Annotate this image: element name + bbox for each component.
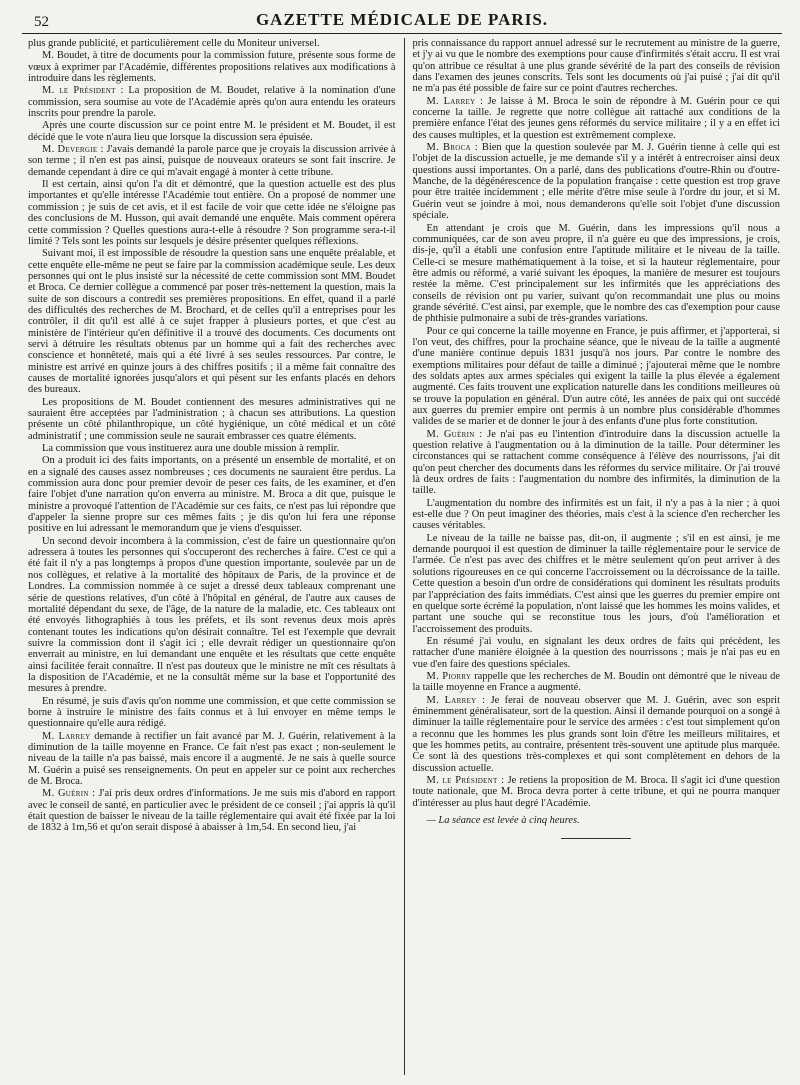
- paragraph: [413, 695, 781, 774]
- speaker-name: M. Guérin :: [42, 788, 96, 800]
- paragraph-text: pris connaissance du rapport annuel adressé sur le recrutement au ministre de la guerre, et j'y ai vu que le nombre des exemptions pour cause d'infirmités s'était accru. Il est vrai qu'on attribue ce résultat à une plus grande sévérité de la part des conseils de révision dans l'examen des jeunes conscrits. Tels sont les documents où j'ai puisé ; j'ai dit qu'il ne m'a pas été possible de faire sur ce point d'autres recherches.: [412, 38, 780, 95]
- paragraph-text: Bien que la question soulevée par M. J. Guérin tienne à celle qui est l'objet de la discussion actuelle, je me demande s'il y a intérêt à entrecroiser ainsi deux questions aussi importantes. On a parlé, dans des publications d'outre-Rhin ou d'outre-Manche, de la dégénérescence de la population française : cette question est trop grave pour être traitée incidemment ; elle mérite d'être mise seule à l'ordre du jour, et si M. Guérin veut se joindre à moi, nous demanderons qu'elle soit l'objet d'une discussion spéciale.: [412, 142, 781, 222]
- paragraph: [28, 536, 396, 695]
- left-column: [22, 38, 405, 1075]
- paragraph: [413, 142, 781, 221]
- page-number: 52: [34, 14, 49, 30]
- paragraph-text: Un second devoir incombera à la commission, c'est de faire un questionnaire qu'on adressera à toutes les personnes qui s'occuperont des recherches à faire. C'est ce qui a été fait il n'y a pas longtemps à propos d'une question importante, soulevée par un de nos collègues, et relative à la mortalité des hôpitaux de Paris, de la province et de Londres. La commission nommée à ce sujet a dressé deux tableaux comprenant une série de questions relatives, d'un côté à l'hôpital en général, de l'autre aux causes de mortalité dépendant du sexe, de l'âge, de la nature de la maladie, etc. Ces tableaux ont été envoyés lithographiés à tous les préfets, et ils sont revenus deux mois après contenant toutes les indications qu'on désirait connaître. Tel est l'exemple que devrait suivre la commission dont il s'agit ici ; elle devrait rédiger un questionnaire qu'on enverrait au ministre, en lui demandant une enquête et les résultats que cette enquête ainsi facilitée ferait connaître. Il n'est pas douteux que le ministre ne mît ces résultats à la disposition de l'Académie, et ne la consultât même sur la base et l'opportunité des mesures à prendre.: [28, 535, 396, 695]
- paragraph: [28, 85, 396, 119]
- paragraph-text: L'augmentation du nombre des infirmités est un fait, il n'y a pas à la nier ; à quoi est-elle due ? On peut imaginer des théories, mais c'est à la science d'en rechercher les causes véritables.: [412, 497, 780, 532]
- paragraph: [413, 671, 781, 694]
- speaker-name: M. Broca :: [426, 142, 479, 154]
- paragraph: [413, 96, 781, 141]
- paragraph: [413, 533, 781, 635]
- paragraph-text: Je laisse à M. Broca le soin de répondre à M. Guérin pour ce qui concerne la taille. Je regrette que notre collègue ait rattaché aux conditions de la première enfance l'état des jeunes gens réformés du service militaire ; il y a en effet ici des causes multiples, et la question est extrêmement complexe.: [412, 95, 780, 141]
- paragraph: [413, 223, 781, 325]
- paragraph: [28, 696, 396, 730]
- paragraph-text: M. Boudet, à titre de documents pour la commission future, présente sous forme de vœux à exprimer par l'Académie, différentes propositions relatives aux modifications à introduire dans les règlements.: [28, 50, 396, 85]
- speaker-name: M. Larrey :: [426, 95, 484, 107]
- paragraph: [28, 731, 396, 788]
- paragraph-text: demande à rectifier un fait avancé par M. J. Guérin, relativement à la diminution de la taille moyenne en France. Ce fait n'est pas exact ; non-seulement le niveau de la taille n'a pas baissé, mais encore il a augmenté. Je ne sais à quelle source M. Guérin a puisé ses renseignements. On peut en appeler sur ce point aux recherches de M. Broca.: [28, 730, 396, 787]
- paragraph-text: plus grande publicité, et particulièrement celle du Moniteur universel.: [28, 38, 320, 49]
- header-rule: [22, 33, 782, 34]
- speaker-name: M. Piorry: [426, 670, 472, 682]
- right-paragraphs: [413, 38, 781, 809]
- speaker-name: M. le Président :: [42, 85, 124, 97]
- paragraph: [28, 50, 396, 84]
- session-closing: — La séance est levée à cinq heures.: [426, 815, 580, 827]
- paragraph-text: La commission que vous instituerez aura une double mission à remplir.: [42, 443, 340, 455]
- paragraph-text: Pour ce qui concerne la taille moyenne en France, je puis affirmer, et j'apporterai, si l'on veut, des chiffres, pour la prochaine séance, que le niveau de la taille a augmenté d'une manière continue depuis 1831 jusqu'à nos jours. Par contre le nombre des exemptions militaires pour défaut de taille a diminué ; j'ajouterai même que le nombre des soldats aptes aux armes spéciales qui exigent la taille la plus élevée a également augmenté. Ces faits trouvent une explication naturelle dans les conditions meilleures où se trouve la population en général. D'un autre côté, les années de paix qui ont succédé aux guerres du premier empire ont permis à un nombre plus considérable d'hommes valides de se marier et de donner le jour à des enfants d'une plus forte constitution.: [412, 325, 780, 428]
- paragraph: [28, 179, 396, 247]
- paragraph-text: Après une courte discussion sur ce point entre M. le président et M. Boudet, il est décidé que le vote n'aura lieu que lorsque la discussion sera épuisée.: [28, 120, 396, 143]
- paragraph: [413, 326, 781, 428]
- page-header: [22, 8, 782, 32]
- paragraph: [413, 636, 781, 670]
- paragraph-text: rappelle que les recherches de M. Boudin ont démontré que le niveau de la taille moyenne en France a augmenté.: [412, 670, 780, 694]
- paragraph-text: Je n'ai pas eu l'intention d'introduire dans la discussion actuelle la question relative à l'augmentation ou à la diminution de la taille. Pour déterminer les circonstances qui se rattachent comme conséquence à l'élève des nourrissons, j'ai dit qu'on peut chercher des documents dans les réformes du service militaire. Or j'ai trouvé là deux ordres de faits : l'augmentation du nombre des infirmités, la diminution de la taille.: [412, 428, 780, 497]
- speaker-name: M. Guérin :: [426, 428, 483, 440]
- paragraph: [28, 788, 396, 833]
- paragraph: [28, 248, 396, 395]
- paragraph-text: Il est certain, ainsi qu'on l'a dit et démontré, que la question actuelle est des plus importantes et qu'elle intéresse l'Académie tout entière. On a proposé de nommer une commission ; je suis de cet avis, et il est facile de voir que cette idée ne s'éloigne pas des conclusions de M. Husson, qui avait demandé une enquête. Mais comment opérera cette commission ? Quelles questions aura-t-elle à résoudre ? Son programme sera-t-il limité ? Tels sont les points sur lesquels je désire présenter quelques réflexions.: [28, 179, 396, 247]
- end-rule: [561, 838, 631, 839]
- paragraph: [28, 144, 396, 178]
- paragraph: [413, 775, 781, 809]
- journal-title: GAZETTE MÉDICALE DE PARIS.: [255, 10, 549, 29]
- article-body: [22, 38, 782, 1075]
- paragraph-text: La proposition de M. Boudet, relative à la nomination d'une commission, sera soumise au vote de l'Académie après qu'on aura entendu les orateurs inscrits pour prendre la parole.: [28, 85, 396, 120]
- paragraph: [28, 120, 396, 143]
- paragraph-text: Suivant moi, il est impossible de résoudre la question sans une enquête préalable, et cette enquête elle-même ne peut se faire par la commission académique seule. Les deux personnes qui ont le plus insisté sur la nécessité de cette commission sont MM. Boudet et Broca. Ce dernier collègue a commencé par poser très-nettement la question, mais la suite de son discours a contredit ses premières propositions. En effet, quand il a parlé des difficultés des recherches de M. Brochard, et de celles qu'il a entreprises pour les contrôler, il dit qu'il est allé à ce sujet frapper à plusieurs portes, et que c'est au ministère de l'intérieur qu'en définitive il a trouvé des documents. Ces documents ont servi à détruire les résultats obtenus par un homme qui a fait des recherches avec conscience et honnêteté, mais qui a été livré à ses seules ressources. Par contre, le ministre est arrivé en quinze jours à des chiffres positifs ; il a même fait connaître des causes de mortalité ignorées jusqu'alors et qui pèsent sur les enfants placés en dehors des bureaux.: [28, 248, 396, 396]
- paragraph-text: Je retiens la proposition de M. Broca. Il s'agit ici d'une question toute nationale, que M. Broca devra porter à cette tribune, et qui ne pourra manquer d'intéresser au plus haut degré l'Académie.: [412, 775, 781, 809]
- paragraph-text: J'avais demandé la parole parce que je croyais la discussion arrivée à son terme ; il n'en est pas ainsi, puisque de nouveaux orateurs se sont fait inscrire. Je demande cependant à dire ce qui m'avait engagé à monter à cette tribune.: [28, 144, 396, 178]
- paragraph: [413, 38, 781, 95]
- right-column: [405, 38, 783, 1075]
- paragraph-text: Les propositions de M. Boudet contiennent des mesures administratives qui ne sauraient être acceptées par l'administration ; à chacun ses attributions. La question présente un côté philanthropique, un côté hygiénique, un côté médical et un côté administratif ; une commission seule ne saurait embrasser ces quatre éléments.: [28, 396, 396, 442]
- paragraph: [413, 498, 781, 532]
- speaker-name: M. le Président :: [426, 775, 505, 786]
- paragraph: [28, 397, 396, 442]
- paragraph-text: En attendant je crois que M. Guérin, dans les impressions qu'il nous a communiquées, car de son aveu propre, il n'a guère eu que des impressions, je crois, dis-je, qu'il a établi une confusion entre l'aptitude militaire et le niveau de la taille. Celle-ci se mesure mathématiquement à la toise, et si la hauteur réglementaire, pour être admis ou réformé, a varié suivant les époques, la manière de mesurer est toujours restée la même. C'est principalement sur les infirmités que les appréciations des conseils de révision ont pu varier, suivant qu'on recommandait une plus ou moins grande sévérité. C'est ainsi, par exemple, que le nombre des cas d'exemption pour cause de phthisie pulmonaire a subi de très-grandes variations.: [412, 222, 780, 325]
- paragraph-text: Je ferai de nouveau observer que M. J. Guérin, avec son esprit éminemment généralisateur, sort de la question. Ainsi il demande pourquoi on a songé à diminuer la taille réglementaire pour le service des armées : c'est tout simplement qu'on a reconnu que les hommes les plus grands sont loin d'être les meilleurs militaires, et que les hommes petits, au contraire, présentent très-souvent une aptitude plus marquée. Ce sont là des questions très-complexes et qui sont complètement en dehors de la discussion actuelle.: [412, 694, 780, 774]
- paragraph-text: On a produit ici des faits importants, on a présenté un ensemble de mortalité, et on en a signalé des causes assez nombreuses ; ces documents ne sauraient être perdus. La commission aura donc pour premier devoir de peser ces faits, de les examiner, et d'en faire l'objet d'une narration qu'on enverra au ministre. M. Broca a dit que, puisque le ministre a provoqué l'attention de l'Académie sur ces faits, ce n'est pas lui répondre que d'appeler la sienne propre sur ces mêmes faits ; je dis qu'on lui fera une réponse positive en lui adressant le memorandum que je viens d'esquisser.: [28, 455, 396, 535]
- speaker-name: M. Larrey: [42, 730, 91, 742]
- paragraph: [413, 429, 781, 497]
- paragraph-text: En résumé j'ai voulu, en signalant les deux ordres de faits qui précèdent, les rattacher d'une manière éloignée à la question des nourrissons ; mais je n'ai pas eu en vue d'en faire des questions spéciales.: [412, 635, 780, 670]
- speaker-name: M. Larrey :: [426, 694, 486, 706]
- paragraph: [28, 443, 396, 454]
- paragraph-text: Le niveau de la taille ne baisse pas, dit-on, il augmente ; s'il en est ainsi, je me demande pourquoi il est question de diminuer la taille réglementaire pour le service de l'armée. Ce n'est pas avec des chiffres et le mètre seulement qu'on peut arriver à des solutions rigoureuses en ce qui concerne l'accroissement ou la décroissance de la taille. Cette question a besoin d'un ordre de considérations qui dominent les résultats produits par l'appréciation des faits immédiats. C'est ainsi que les guerres du premier empire ont en quelque sorte écrémé la population, n'ont laissé que les hommes les moins valides, et partant une souche qui se reconstitue tous les jours, d'où l'amélioration et l'accroissement des produits.: [412, 532, 780, 635]
- speaker-name: M. Devergie :: [42, 144, 104, 156]
- paragraph-text: En résumé, je suis d'avis qu'on nomme une commission, et que cette commission se borne à instruire le ministre des faits connus et à lui envoyer en même temps le questionnaire qu'elle aura rédigé.: [28, 695, 396, 730]
- paragraph-text: J'ai pris deux ordres d'informations. Je me suis mis d'abord en rapport avec le conseil de santé, en particulier avec le président de ce conseil ; j'ai appris là qu'il était question de baisser le niveau de la taille réglementaire qui avait été fixée par la loi de 1832 à 1m,56 et qu'on serait disposé à abaisser à 1m,54. En second lieu, j'ai: [28, 788, 396, 834]
- paragraph: [28, 38, 396, 49]
- paragraph: [28, 455, 396, 534]
